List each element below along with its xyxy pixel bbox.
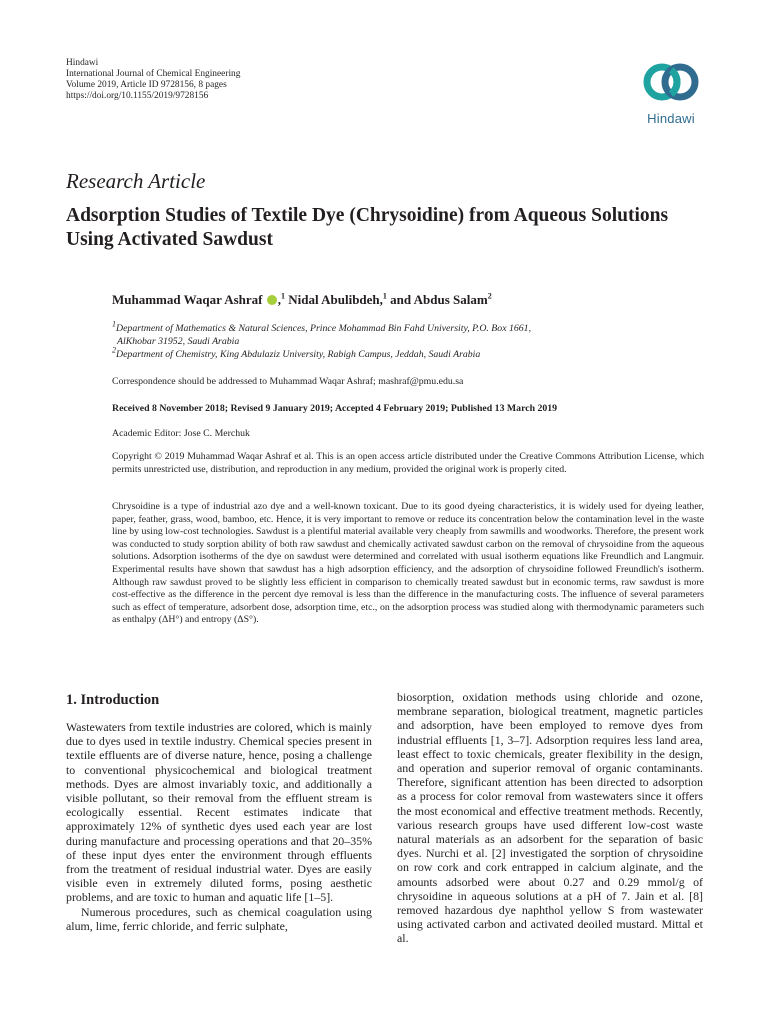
author-sup: 2 xyxy=(487,291,492,301)
academic-editor: Academic Editor: Jose C. Merchuk xyxy=(112,428,250,439)
author-name[interactable]: Nidal Abulibdeh, xyxy=(288,292,383,307)
logo-text: Hindawi xyxy=(647,111,695,126)
abstract: Chrysoidine is a type of industrial azo dye and a well-known toxicant. Due to its good dyeing characteristics, it is widely used for dyeing leather, paper, feather, grass, wood, bamboo, etc. Hence, it is very important to remove or reduce its concentration below the contamination level in the waste line by using low-cost technologies. Sawdust is a plentiful material available very cheaply from sawmills and woodworks. Therefore, the present work was conducted to study sorption ability of both raw sawdust and chemically activated sawdust carbon on the removal of chrysoidine from the aqueous solutions. Adsorption isotherms of the dye on sawdust were determined and correlated with usual isotherm equations like Freundlich and Langmuir. Experimental results have shown that sawdust has a high adsorption efficiency, and the adsorption of chrysoidine followed Freundlich's isotherm. Although raw sawdust proved to be slightly less efficient in comparison to chemically treated sawdust but in economic terms, raw sawdust is more cost-effective as the difference in the percent dye removal is less than the difference in the manufacturing costs. The influence of several parameters such as effect of temperature, adsorbent dose, adsorption time, etc., on the adsorption process was studied along with thermodynamic parameters such as enthalpy (ΔH°) and entropy (ΔS°). xyxy=(112,501,704,626)
paragraph: Numerous procedures, such as chemical coagulation using alum, lime, ferric chloride, and ferric sulphate, xyxy=(66,904,372,933)
journal-name: International Journal of Chemical Engineering xyxy=(66,69,241,79)
publication-dates: Received 8 November 2018; Revised 9 January 2019; Accepted 4 February 2019; Published 13 March 2019 xyxy=(112,403,558,414)
orcid-icon[interactable] xyxy=(267,295,277,305)
body-column-left xyxy=(66,720,372,933)
author-name[interactable]: Muhammad Waqar Ashraf xyxy=(112,292,263,307)
paragraph: biosorption, oxidation methods using chloride and ozone, membrane separation, biological treatment, magnetic particles and adsorption, have been employed to remove dyes from industrial effluents [1, 3–7]. Adsorption requires less land area, least effect to toxic chemicals, greater flexibility in the design, and operation and superior removal of organic contaminants. Therefore, significant attention has been directed to adsorption as a process for color removal from wastewaters since it offers the most economical and effective treatment methods. Recently, various research groups have used different low-cost waste natural materials as an adsorbent for the separation of basic dyes. Nurchi et al. [2] investigated the sorption of chrysoidine on row cork and cork entrapped in calcium alginate, and the amounts adsorbed were about 0.27 and 0.29 mmol/g of chrysoidine in aqueous solutions at a pH of 7. Jain et al. [8] removed hazardous dye naphthol yellow S from wastewater using activated carbon and activated deoiled mustard. Mittal et al. xyxy=(397,690,703,946)
author-name[interactable]: and Abdus Salam xyxy=(390,292,488,307)
doi-link[interactable]: https://doi.org/10.1155/2019/9728156 xyxy=(66,91,209,101)
correspondence: Correspondence should be addressed to Muhammad Waqar Ashraf; mashraf@pmu.edu.sa xyxy=(112,376,464,387)
body-column-right xyxy=(397,690,703,946)
article-title: Adsorption Studies of Textile Dye (Chrysoidine) from Aqueous Solutions Using Activated Sawdust xyxy=(66,205,669,250)
paragraph: Wastewaters from textile industries are colored, which is mainly due to dyes used in textile industry. Chemical species present in textile effluents are of diverse nature, hence, posing a challenge to conventional physicochemical and biological treatment methods. Dyes are almost invariably toxic, and additionally a visible pollutant, so their removal from the effluent stream is ecologically essential. Recent estimates indicate that approximately 12% of synthetic dyes used each year are lost during manufacture and processing operations and that 20–35% of these input dyes enter the environment through effluents from the treatment of residual industrial water. Dyes are easily visible even in extremely diluted forms, posing aesthetic problems, and are toxic to human and aquatic life [1–5]. xyxy=(66,720,372,905)
article-type: Research Article xyxy=(66,169,206,193)
section-heading: 1. Introduction xyxy=(66,692,160,708)
hindawi-logo[interactable] xyxy=(633,60,709,126)
author-sup: 1 xyxy=(281,291,285,301)
affiliations xyxy=(112,319,702,361)
copyright: Copyright © 2019 Muhammad Waqar Ashraf et al. This is an open access article distributed under the Creative Commons Attribution License, which permits unrestricted use, distribution, and reproduction in any medium, provided the original work is properly cited. xyxy=(112,451,704,475)
hindawi-logo-icon xyxy=(641,60,701,104)
affiliation: $^1$Department of Mathematics & Natural Sciences, Prince Mohammad Bin Fahd University, P.O. Box 1661, xyxy=(112,319,532,334)
publisher: Hindawi xyxy=(66,58,99,68)
author-list: Muhammad Waqar Ashraf ,$^1$ Nidal Abulibdeh,$^1$ and Abdus Salam$^2$ xyxy=(112,291,492,307)
volume-line: Volume 2019, Article ID 9728156, 8 pages xyxy=(66,80,227,90)
affiliation: $^2$Department of Chemistry, King Abdulaziz University, Rabigh Campus, Jeddah, Saudi Arabia xyxy=(112,345,481,360)
author-sup: 1 xyxy=(382,291,387,301)
affiliation-line: AlKhobar 31952, Saudi Arabia xyxy=(117,336,240,347)
journal-meta xyxy=(66,58,240,102)
